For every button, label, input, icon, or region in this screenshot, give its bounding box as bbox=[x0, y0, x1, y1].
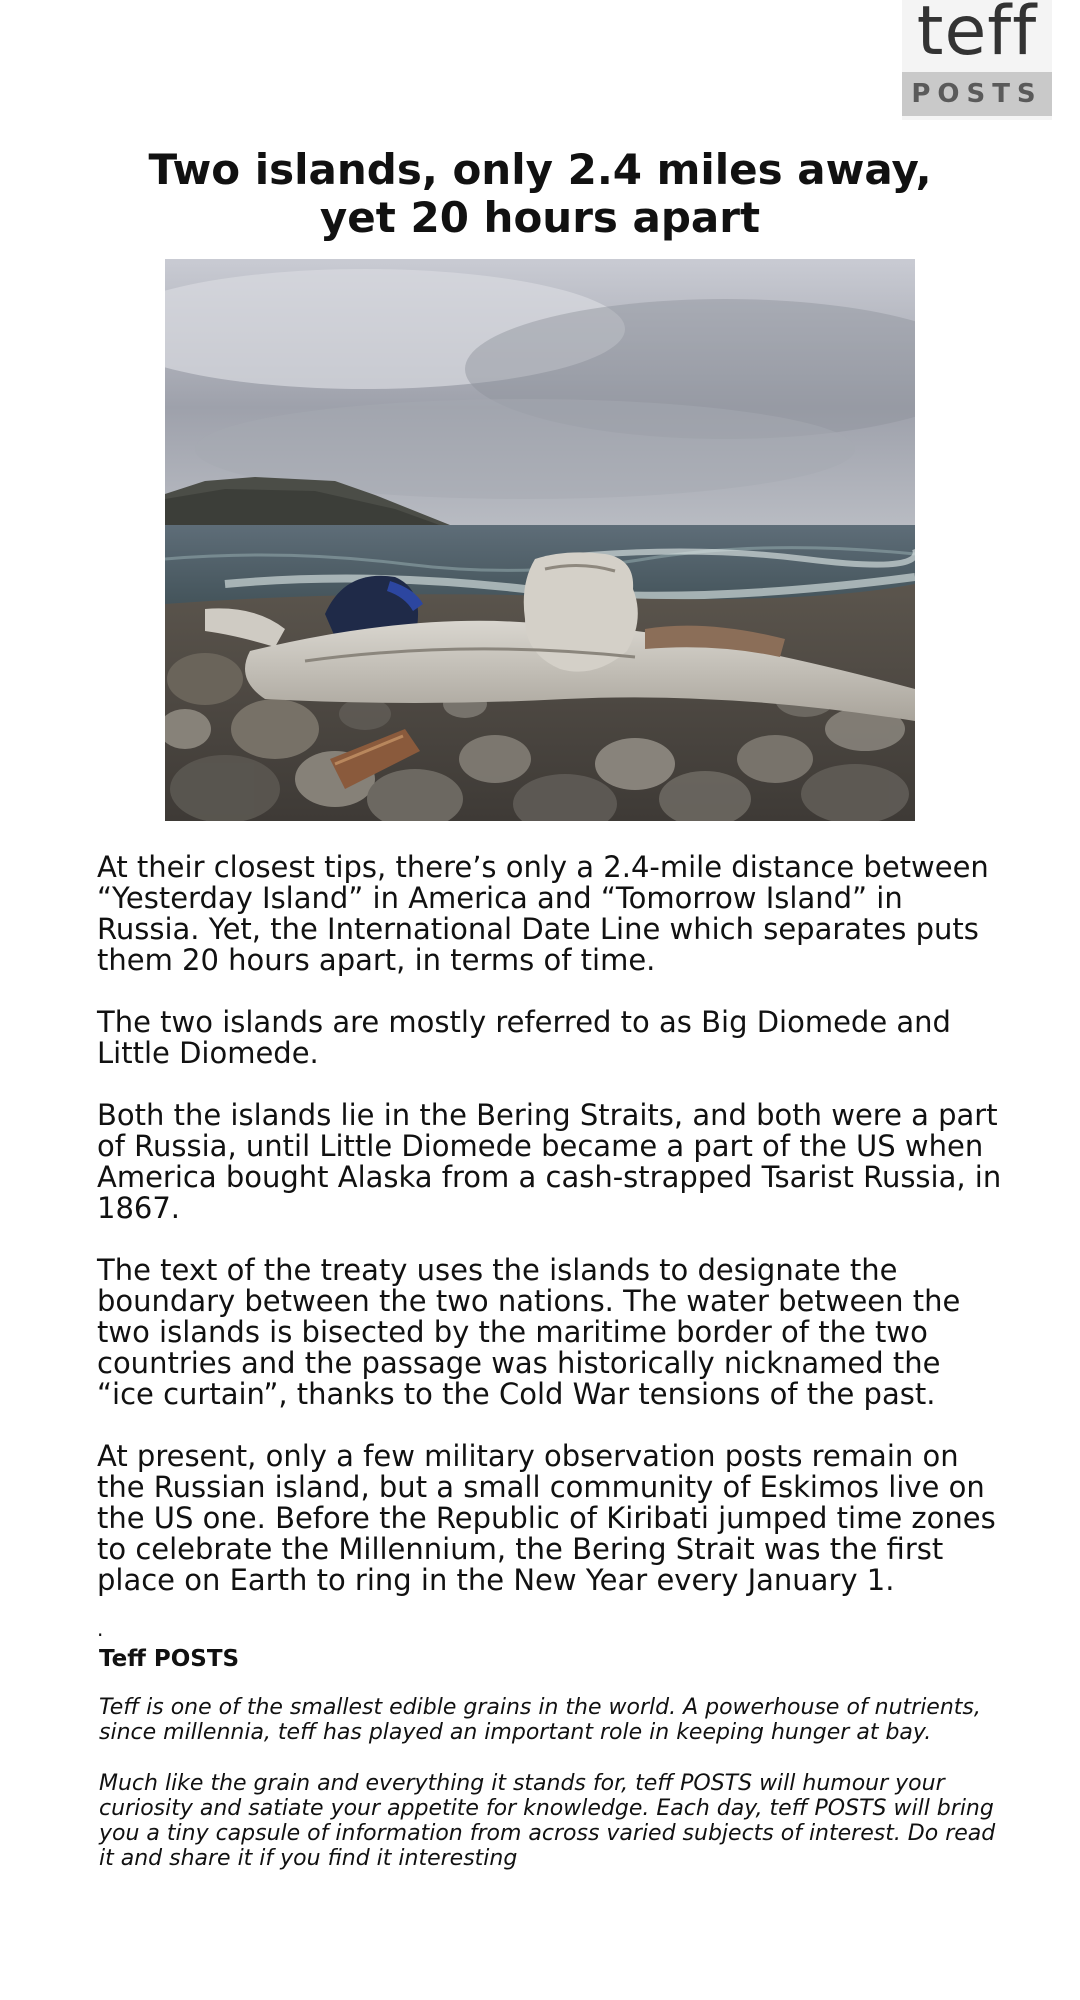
article-title bbox=[80, 146, 1000, 242]
article-paragraph-4: The text of the treaty uses the islands to designate the boundary between the two nations. The water between the two islands is bisected by the maritime border of the two countries and the passage was historically nicknamed the “ice curtain”, thanks to the Cold War tensions of the past. bbox=[97, 1253, 961, 1411]
title-line-2: yet 20 hours apart bbox=[319, 193, 761, 242]
title-line-1: Two islands, only 2.4 miles away, bbox=[148, 145, 932, 194]
separator-dot: . bbox=[97, 1617, 104, 1641]
article-paragraph-5: At present, only a few military observation posts remain on the Russian island, but a small community of Eskimos live on the US one. Before the Republic of Kiribati jumped time zones to celebrate the Millennium, the Bering Strait was the first place on Earth to ring in the New Year every January 1. bbox=[97, 1439, 996, 1597]
footer-paragraph-1: Teff is one of the smallest edible grains in the world. A powerhouse of nutrients, since millennia, teff has played an important role in keeping hunger at bay. bbox=[99, 1695, 981, 1745]
teff-posts-logo bbox=[902, 0, 1052, 120]
footer-heading: Teff POSTS bbox=[99, 1646, 240, 1672]
photo-illustration bbox=[165, 259, 915, 821]
article-body bbox=[97, 852, 1002, 1627]
footer bbox=[99, 1645, 999, 1897]
footer-paragraph-2: Much like the grain and everything it stands for, teff POSTS will humour your curiosity and satiate your appetite for knowledge. Each day, teff POSTS will bring you a tiny capsule of information from across varied subjects of interest. Do read it and share it if you find it interesting bbox=[99, 1771, 996, 1871]
article-paragraph-1: At their closest tips, there’s only a 2.4-mile distance between “Yesterday Island” in America and “Tomorrow Island” in Russia. Yet, the International Date Line which separates puts them 20 hours apart, in terms of time. bbox=[97, 850, 989, 977]
logo-posts-label: POSTS bbox=[911, 79, 1043, 109]
logo-band bbox=[902, 72, 1052, 116]
article-paragraph-3: Both the islands lie in the Bering Straits, and both were a part of Russia, until Little Diomede became a part of the US when America bought Alaska from a cash-strapped Tsarist Russia, in 1867. bbox=[97, 1098, 1002, 1225]
article-photo bbox=[165, 259, 915, 821]
logo-wordmark: teff bbox=[916, 0, 1038, 71]
article-paragraph-2: The two islands are mostly referred to as Big Diomede and Little Diomede. bbox=[97, 1005, 951, 1070]
